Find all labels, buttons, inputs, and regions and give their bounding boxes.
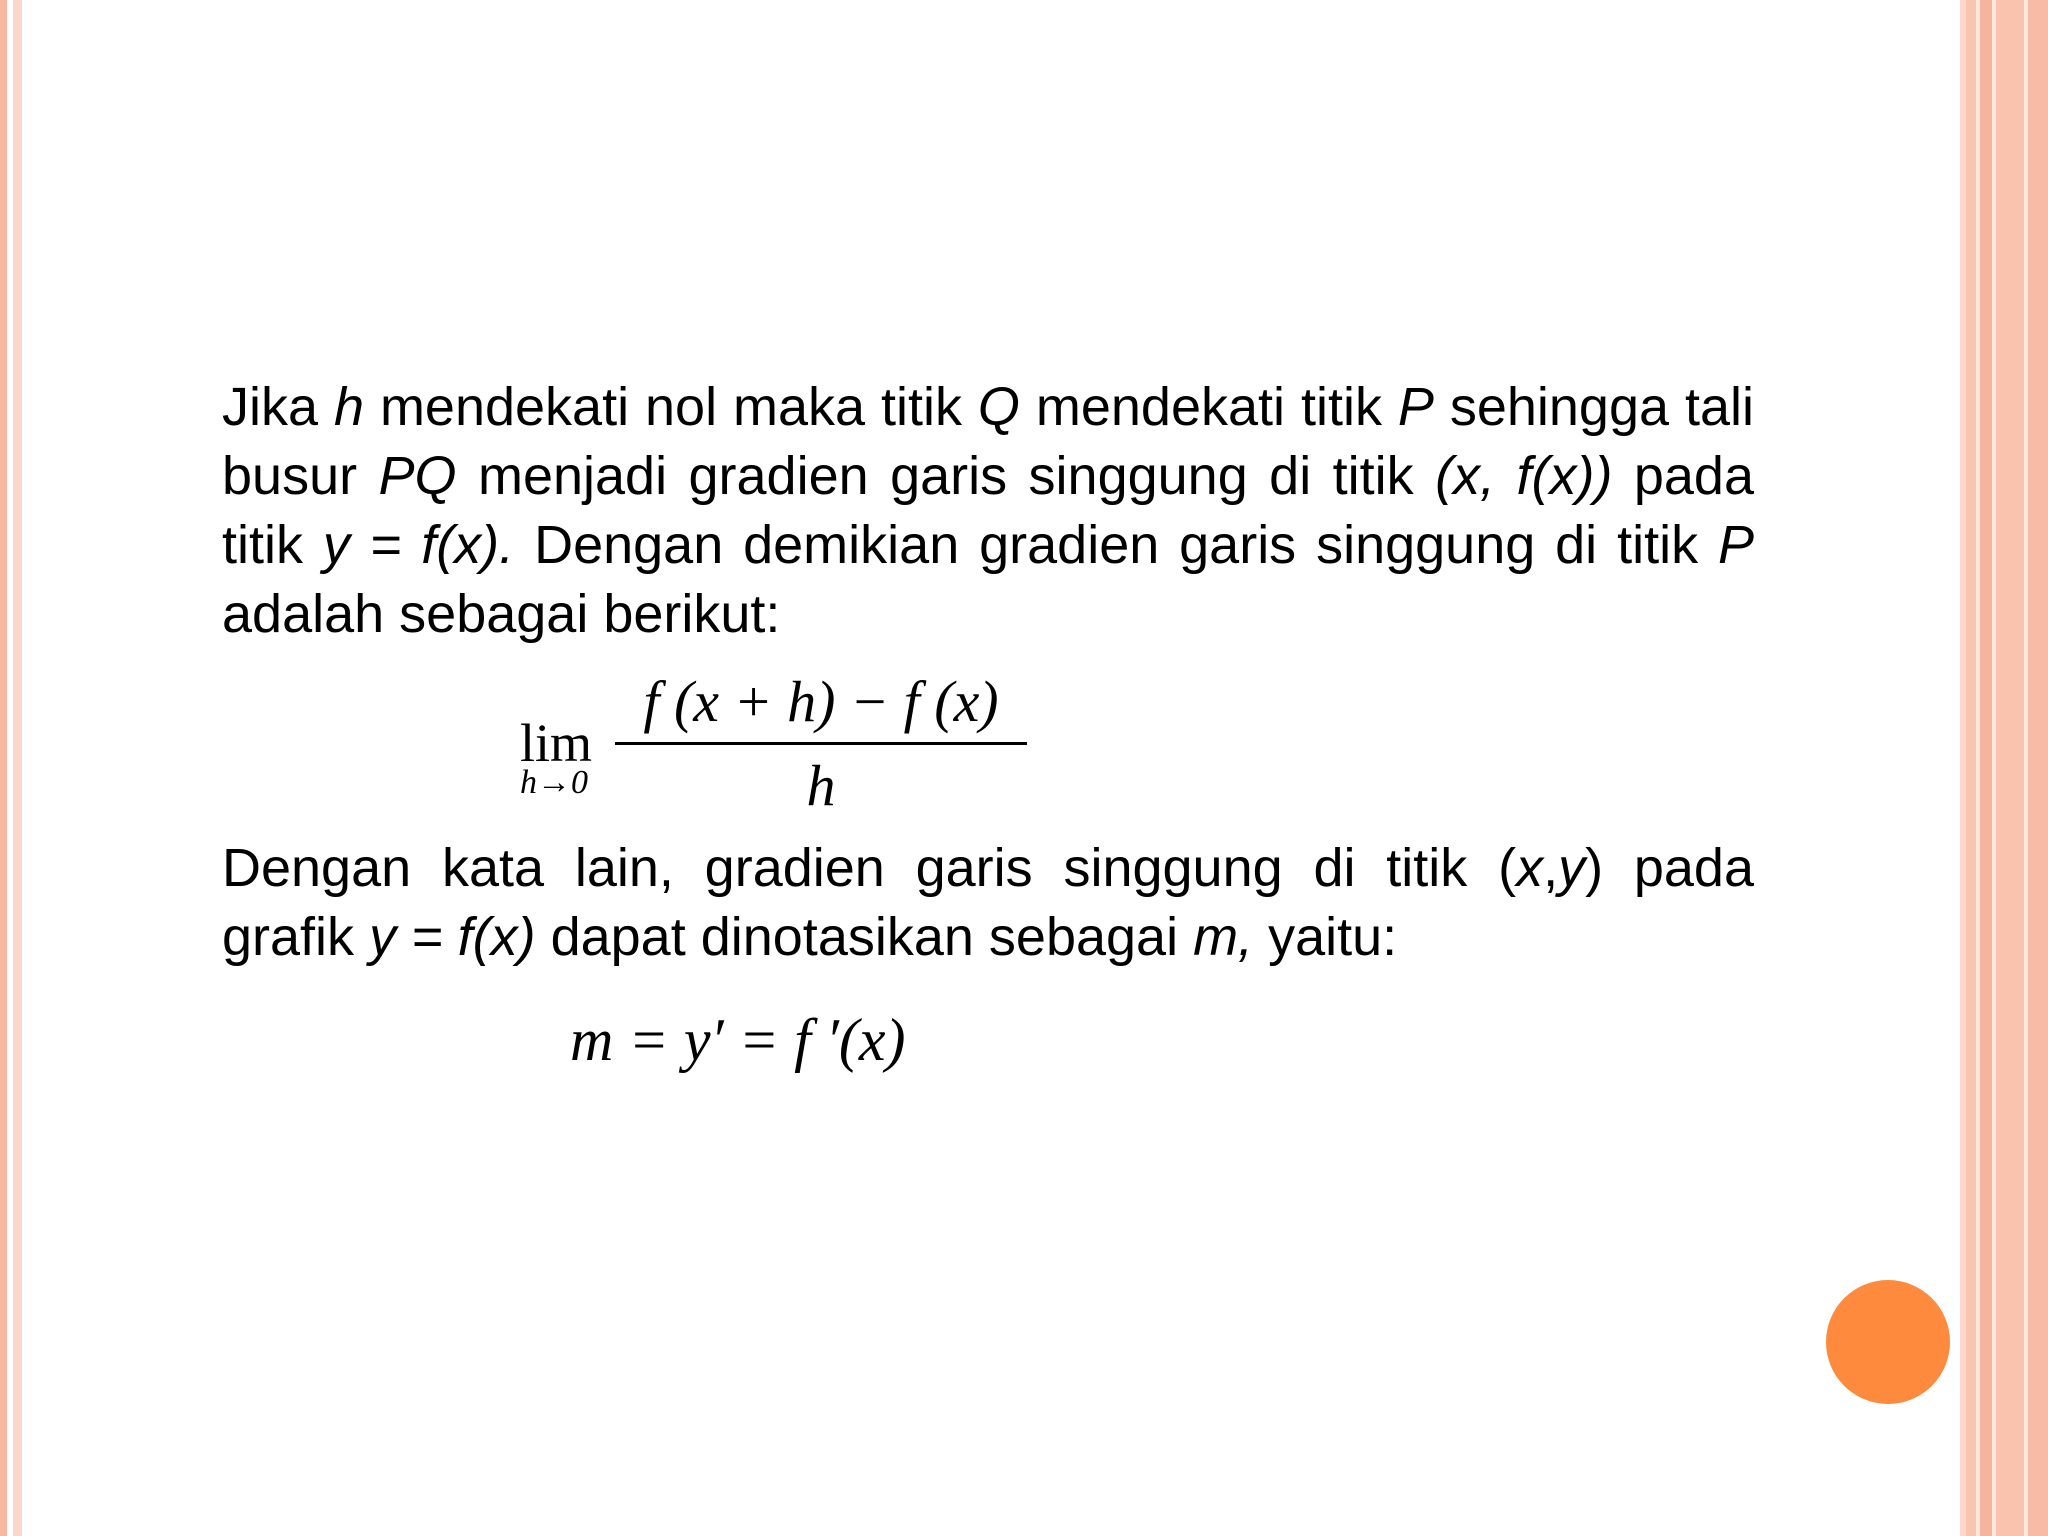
var-p: P — [1717, 515, 1754, 575]
left-border-stripe-inner — [13, 0, 22, 1536]
left-border-stripe-outer — [0, 0, 7, 1536]
fraction-numerator: f (x + h) − f (x) — [643, 669, 999, 734]
lim-subscript: h→0 — [520, 764, 588, 801]
point-expression: (x, f(x)) — [1435, 446, 1613, 506]
derivative-formula: m = y′ = f ′(x) — [570, 1007, 906, 1073]
limit-formula — [520, 668, 1020, 818]
fraction-bar — [615, 742, 1027, 745]
decorative-orange-circle — [1826, 1280, 1950, 1404]
right-border-stripe — [1980, 0, 1992, 1536]
var-h: h — [333, 377, 365, 437]
curve-expression: y = f(x). — [322, 515, 515, 575]
right-border-stripe — [1966, 0, 1976, 1536]
var-q: Q — [977, 377, 1020, 437]
right-border-stripe — [2028, 0, 2048, 1536]
paragraph-tangent-limit: Jika h mendekati nol maka titik Q mendekati titik P sehingga tali busur PQ menjadi gradien garis singgung di titik (x, f(x)) pada titik y = f(x). Dengan demikian gradien garis singgung di titik P adalah sebagai berikut: — [222, 377, 1754, 644]
right-border-stripe — [1996, 0, 2024, 1536]
var-pq: PQ — [378, 446, 457, 506]
fraction-denominator: h — [806, 753, 836, 818]
var-p: P — [1397, 377, 1434, 437]
paragraph-gradient-notation: Dengan kata lain, gradien garis singgung di titik (x,y) pada grafik y = f(x) dapat dinotasikan sebagai m, yaitu: — [222, 838, 1754, 967]
lim-operator: lim — [520, 713, 593, 773]
curve-expression: y = f(x) — [369, 907, 536, 967]
var-m: m, — [1193, 907, 1254, 967]
